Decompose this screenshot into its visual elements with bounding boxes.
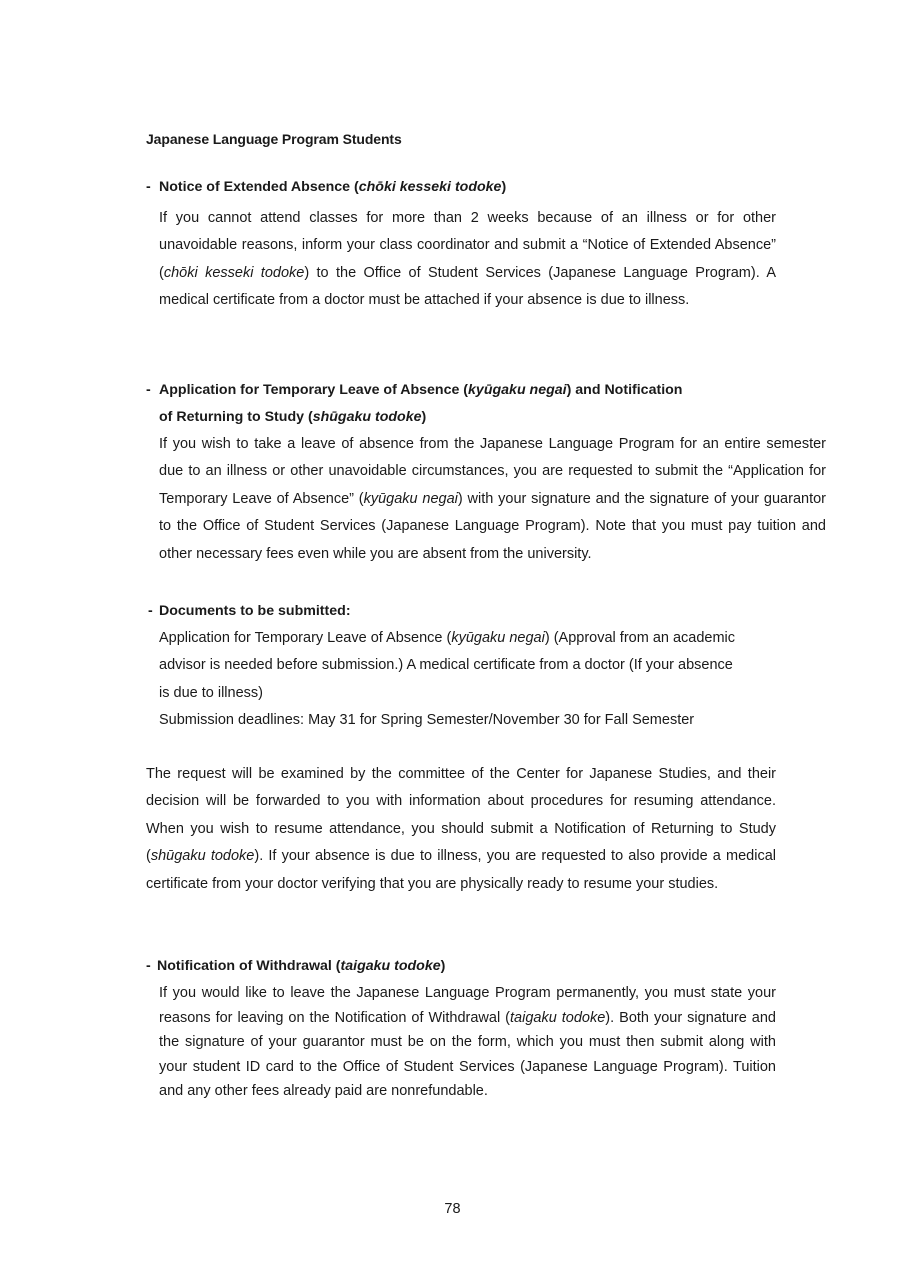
heading-withdrawal: - Notification of Withdrawal (taigaku todoke) (146, 958, 446, 974)
heading-documents: - Documents to be submitted: (148, 603, 351, 619)
documents-line: advisor is needed before submission.) A medical certificate from a doctor (If your absence (159, 657, 733, 674)
documents-line: Application for Temporary Leave of Absence (kyūgaku negai) (Approval from an academic (159, 630, 736, 646)
paragraph-withdrawal: If you would like to leave the Japanese Language Program permanently, you must state your reasons for leaving on the Notification of Withdrawal (taigaku todoke). Both your signature and the signature of your guarantor must be on the form, which you must then submit along with your student ID card to the Office of Student Services (Japanese Language Program). Tuition and any other fees already paid are nonrefundable. (159, 985, 776, 1100)
documents-list (159, 625, 799, 735)
documents-line: is due to illness) (159, 684, 263, 701)
heading-extended-absence: - Notice of Extended Absence (chōki kesseki todoke) (146, 179, 507, 195)
paragraph-examination: The request will be examined by the committee of the Center for Japanese Studies, and their decision will be forwarded to you with information about procedures for resuming attendance. When you wish to resume attendance, you should submit a Notification of Returning to Study (shūgaku todoke). If your absence is due to illness, you are requested to also provide a medical certificate from your doctor verifying that you are physically ready to resume your studies. (146, 766, 776, 892)
submission-deadlines: Submission deadlines: May 31 for Spring Semester/November 30 for Fall Semester (159, 712, 695, 729)
paragraph-extended-absence: If you cannot attend classes for more than 2 weeks because of an illness or for other unavoidable reasons, inform your class coordinator and submit a “Notice of Extended Absence” (chōki kesseki todoke) to the Office of Student Services (Japanese Language Program). A medical certificate from a doctor must be attached if your absence is due to illness. (159, 210, 776, 309)
paragraph-temporary-leave: If you wish to take a leave of absence from the Japanese Language Program for an entire semester due to an illness or other unavoidable circumstances, you are requested to submit the “Application for Temporary Leave of Absence” (kyūgaku negai) with your signature and the signature of your guarantor to the Office of Student Services (Japanese Language Program). Note that you must pay tuition and other necessary fees even while you are absent from the university. (159, 436, 826, 562)
heading-temporary-leave: - Application for Temporary Leave of Absence (kyūgaku negai) and Notification of Returning to Study (shūgaku todoke) (146, 382, 683, 425)
section-title: Japanese Language Program Students (146, 131, 402, 147)
page-number: 78 (444, 1201, 461, 1217)
